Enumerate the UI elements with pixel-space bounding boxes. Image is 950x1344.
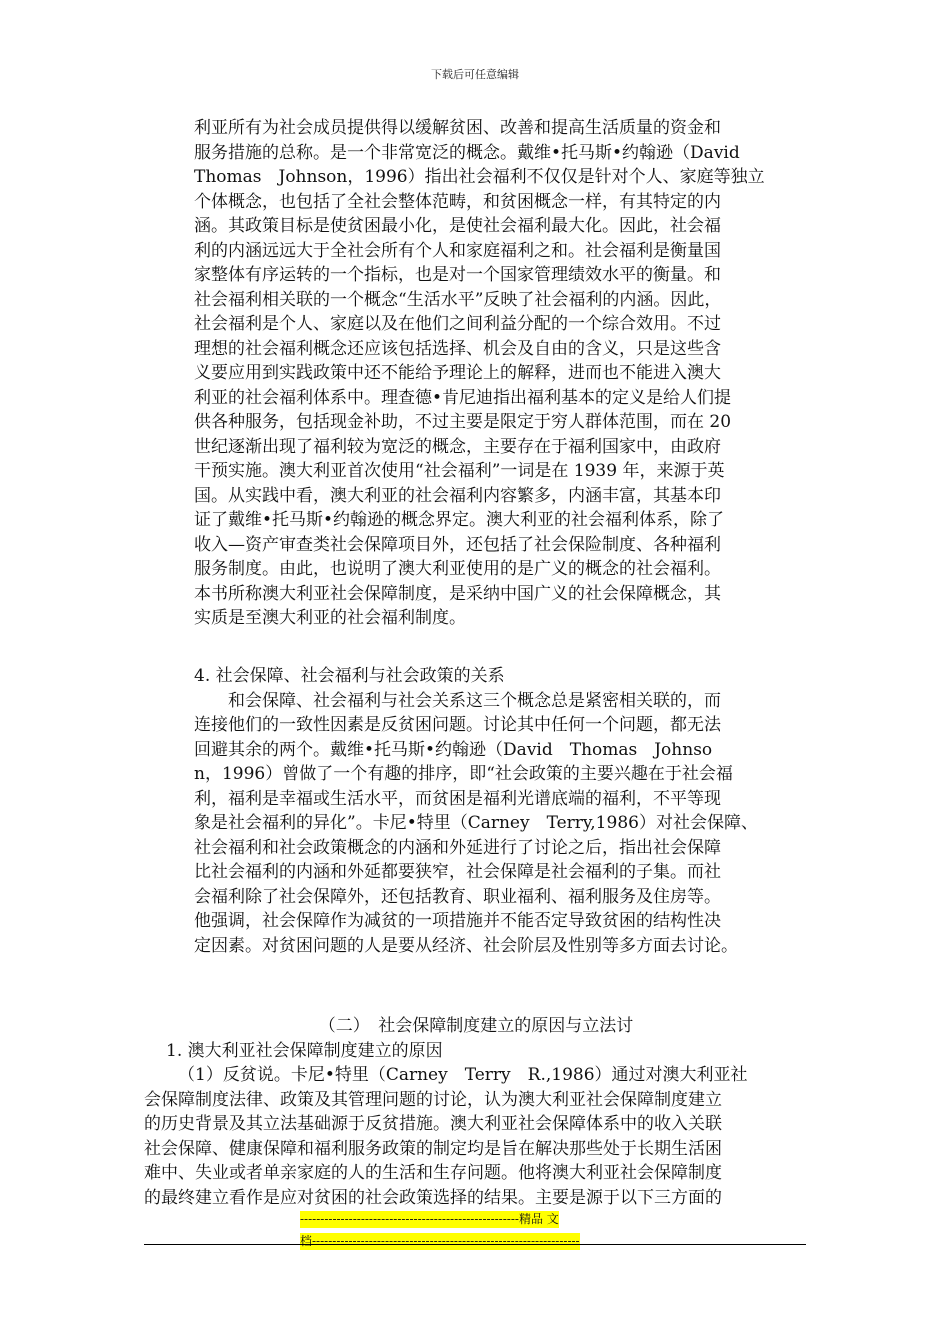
text-line: 的历史背景及其立法基础源于反贫措施。澳大利亚社会保障体系中的收入关联 [144,1114,722,1134]
text-line: 家整体有序运转的一个指标，也是对一个国家管理绩效水平的衡量。和 [194,265,721,285]
text-line: 国。从实践中看，澳大利亚的社会福利内容繁多，内涵丰富，其基本印 [194,485,721,506]
footer-line-2: 档------------------------------------------------------------------ [300,1234,580,1248]
footer [300,1211,660,1255]
text-line: 利亚所有为社会成员提供得以缓解贫困、改善和提高生活质量的资金和 [194,118,721,138]
text-line: 收入—资产审查类社会保障项目外，还包括了社会保险制度、各种福利 [194,534,721,555]
text-line: 的最终建立看作是应对贫困的社会政策选择的结果。主要是源于以下三方面的 [144,1187,722,1208]
text-line: 服务制度。由此，也说明了澳大利亚使用的是广义的概念的社会福利。 [194,559,721,579]
text-line: 利亚的社会福利体系中。理查德•肯尼迪指出福利基本的定义是给人们提 [194,387,732,408]
text-line: 回避其余的两个。戴维•托马斯•约翰逊（David Thomas Johnso [194,739,713,760]
text-line: 涵。其政策目标是使贫困最小化，是使社会福利最大化。因此，社会福 [194,216,721,236]
text-line: 他强调，社会保障作为减贫的一项措施并不能否定导致贫困的结构性决 [194,911,721,931]
text-line: 社会保障、健康保障和福利服务政策的制定均是旨在解决那些处于长期生活困 [144,1138,722,1159]
footer-line-1: ------------------------------------------------------精品 文 [300,1212,559,1226]
page-header: 下载后可任意编辑 [431,68,519,81]
section3 [144,1014,808,1210]
text-line: 义要应用到实践政策中还不能给予理论上的解释，进而也不能进入澳大 [194,363,721,383]
text-line: 供各种服务，包括现金补助，不过主要是限定于穷人群体范围，而在 20 [194,412,732,432]
text-line: 实质是至澳大利亚的社会福利制度。 [194,608,466,628]
text-line: 理想的社会福利概念还应该包括选择、机会及自由的含义，只是这些含 [194,338,721,359]
section3-paragraph [144,1063,808,1210]
text-line: （1）反贫说。卡尼•特里（Carney Terry R.,1986）通过对澳大利亚社 [178,1065,748,1085]
section1-paragraph [194,116,806,631]
text-line: 证了戴维•托马斯•约翰逊的概念界定。澳大利亚的社会福利体系，除了 [194,510,725,530]
text-line: 世纪逐渐出现了福利较为宽泛的概念，主要存在于福利国家中，由政府 [194,436,721,457]
text-line: 个体概念，也包括了全社会整体范畴，和贫困概念一样，有其特定的内 [194,191,721,212]
footer-rule [144,1244,806,1245]
section3-title: （二） 社会保障制度建立的原因与立法讨 [318,1016,634,1036]
section2 [194,664,814,958]
text-line: 利的内涵远远大于全社会所有个人和家庭福利之和。社会福利是衡量国 [194,240,721,261]
text-line: 干预实施。澳大利亚首次使用“社会福利”一词是在 1939 年，来源于英 [194,461,725,481]
text-line: 难中、失业或者单亲家庭的人的生活和生存问题。他将澳大利亚社会保障制度 [144,1163,722,1183]
section2-heading: 4. 社会保障、社会福利与社会政策的关系 [194,666,505,686]
section2-paragraph [194,689,814,959]
text-line: n，1996）曾做了一个有趣的排序，即“社会政策的主要兴趣在于社会福 [194,764,733,784]
text-line: Thomas Johnson，1996）指出社会福利不仅仅是针对个人、家庭等独立 [194,167,765,187]
text-line: 定因素。对贫困问题的人是要从经济、社会阶层及性别等多方面去讨论。 [194,935,738,956]
text-line: 社会福利和社会政策概念的内涵和外延进行了讨论之后，指出社会保障 [194,837,721,858]
text-line: 和会保障、社会福利与社会关系这三个概念总是紧密相关联的，而 [194,690,721,711]
text-line: 象是社会福利的异化”。卡尼•特里（Carney Terry,1986）对社会保障、 [194,813,758,833]
text-line: 社会福利是个人、家庭以及在他们之间利益分配的一个综合效用。不过 [194,314,721,334]
text-line: 连接他们的一致性因素是反贫困问题。讨论其中任何一个问题，都无法 [194,715,721,735]
section3-subheading: 1. 澳大利亚社会保障制度建立的原因 [166,1040,443,1061]
text-line: 社会福利相关联的一个概念“生活水平”反映了社会福利的内涵。因此， [194,289,722,310]
text-line: 服务措施的总称。是一个非常宽泛的概念。戴维•托马斯•约翰逊（David [194,142,740,163]
text-line: 本书所称澳大利亚社会保障制度，是采纳中国广义的社会保障概念，其 [194,583,721,604]
text-line: 会保障制度法律、政策及其管理问题的讨论，认为澳大利亚社会保障制度建立 [144,1089,722,1110]
text-line: 利，福利是幸福或生活水平，而贫困是福利光谱底端的福利，不平等现 [194,788,721,809]
text-line: 比社会福利的内涵和外延都要狭窄，社会保障是社会福利的子集。而社 [194,862,721,882]
text-line: 会福利除了社会保障外，还包括教育、职业福利、福利服务及住房等。 [194,886,721,907]
